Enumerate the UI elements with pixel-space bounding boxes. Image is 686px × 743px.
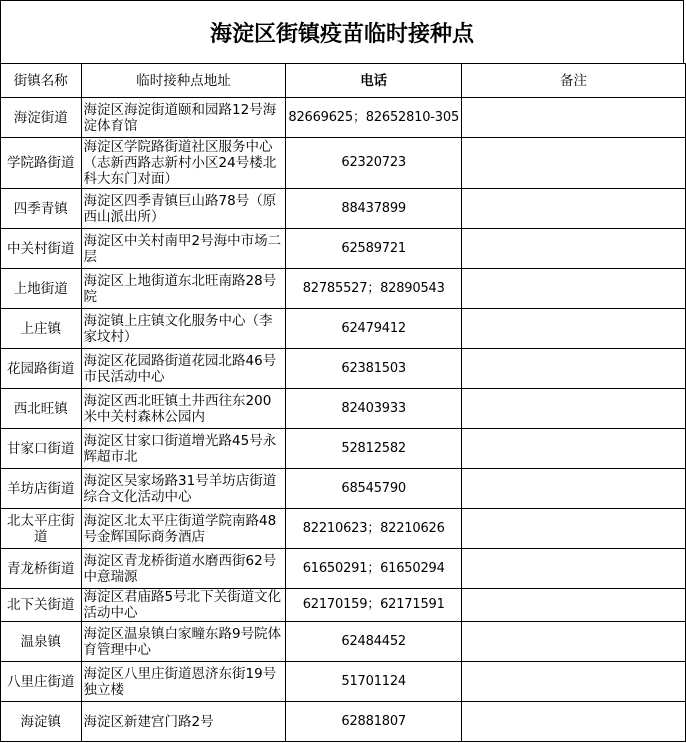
table-row: [1, 662, 686, 702]
cell-phone[interactable]: 82669625；82652810-305: [286, 98, 462, 138]
table-row: [1, 389, 686, 429]
cell-note[interactable]: [462, 429, 686, 469]
vaccination-sites-table: [0, 63, 686, 742]
table-row: [1, 622, 686, 662]
cell-name[interactable]: 温泉镇: [1, 622, 82, 662]
cell-phone[interactable]: 88437899: [286, 189, 462, 229]
cell-address[interactable]: 海淀区甘家口街道增光路45号永辉超市北: [81, 429, 286, 469]
cell-address[interactable]: 海淀区新建宫门路2号: [81, 702, 286, 742]
table-row: [1, 469, 686, 509]
cell-phone[interactable]: 62484452: [286, 622, 462, 662]
cell-phone[interactable]: 82210623；82210626: [286, 509, 462, 549]
header-name: 街镇名称: [1, 64, 82, 98]
cell-address[interactable]: 海淀区中关村南甲2号海中市场二层: [81, 229, 286, 269]
header-row: [1, 64, 686, 98]
table-row: [1, 189, 686, 229]
table-row: [1, 349, 686, 389]
cell-name[interactable]: 甘家口街道: [1, 429, 82, 469]
table-row: [1, 229, 686, 269]
cell-address[interactable]: 海淀区学院路街道社区服务中心（志新西路志新村小区24号楼北科大东门对面）: [81, 138, 286, 189]
cell-address[interactable]: 海淀区上地街道东北旺南路28号院: [81, 269, 286, 309]
cell-address[interactable]: 海淀区青龙桥街道水磨西街62号中意瑞源: [81, 549, 286, 589]
cell-note[interactable]: [462, 189, 686, 229]
cell-note[interactable]: [462, 622, 686, 662]
cell-address[interactable]: 海淀区海淀街道颐和园路12号海淀体育馆: [81, 98, 286, 138]
cell-phone[interactable]: 62479412: [286, 309, 462, 349]
cell-note[interactable]: [462, 389, 686, 429]
cell-address[interactable]: 海淀区八里庄街道恩济东街19号独立楼: [81, 662, 286, 702]
cell-phone[interactable]: 62881807: [286, 702, 462, 742]
cell-phone[interactable]: 62170159；62171591: [286, 589, 462, 622]
cell-name[interactable]: 学院路街道: [1, 138, 82, 189]
cell-phone[interactable]: 82785527；82890543: [286, 269, 462, 309]
header-address: 临时接种点地址: [81, 64, 286, 98]
cell-phone[interactable]: 61650291；61650294: [286, 549, 462, 589]
cell-name[interactable]: 花园路街道: [1, 349, 82, 389]
cell-name[interactable]: 青龙桥街道: [1, 549, 82, 589]
cell-phone[interactable]: 82403933: [286, 389, 462, 429]
cell-address[interactable]: 海淀区西北旺镇土井西往东200米中关村森林公园内: [81, 389, 286, 429]
table-row: [1, 429, 686, 469]
cell-phone[interactable]: 51701124: [286, 662, 462, 702]
cell-note[interactable]: [462, 469, 686, 509]
cell-phone[interactable]: 52812582: [286, 429, 462, 469]
cell-address[interactable]: 海淀区北太平庄街道学院南路48号金辉国际商务酒店: [81, 509, 286, 549]
header-note: 备注: [462, 64, 686, 98]
cell-address[interactable]: 海淀区温泉镇白家疃东路9号院体育管理中心: [81, 622, 286, 662]
cell-name[interactable]: 四季青镇: [1, 189, 82, 229]
cell-phone[interactable]: 62381503: [286, 349, 462, 389]
cell-note[interactable]: [462, 509, 686, 549]
cell-name[interactable]: 八里庄街道: [1, 662, 82, 702]
cell-address[interactable]: 海淀区君庙路5号北下关街道文化活动中心: [81, 589, 286, 622]
cell-note[interactable]: [462, 98, 686, 138]
header-phone: 电话: [286, 64, 462, 98]
table-row: [1, 309, 686, 349]
table-row: [1, 269, 686, 309]
cell-address[interactable]: 海淀区吴家场路31号羊坊店街道综合文化活动中心: [81, 469, 286, 509]
cell-phone[interactable]: 62320723: [286, 138, 462, 189]
cell-note[interactable]: [462, 549, 686, 589]
table-row: [1, 509, 686, 549]
table-row: [1, 98, 686, 138]
cell-phone[interactable]: 68545790: [286, 469, 462, 509]
cell-name[interactable]: 中关村街道: [1, 229, 82, 269]
table-row: [1, 702, 686, 742]
cell-name[interactable]: 羊坊店街道: [1, 469, 82, 509]
cell-address[interactable]: 海淀区四季青镇巨山路78号（原西山派出所）: [81, 189, 286, 229]
cell-note[interactable]: [462, 662, 686, 702]
table-row: [1, 589, 686, 622]
sheet-title: 海淀区街镇疫苗临时接种点: [0, 0, 684, 63]
cell-name[interactable]: 海淀镇: [1, 702, 82, 742]
cell-name[interactable]: 海淀街道: [1, 98, 82, 138]
cell-note[interactable]: [462, 309, 686, 349]
cell-phone[interactable]: 62589721: [286, 229, 462, 269]
cell-note[interactable]: [462, 589, 686, 622]
cell-name[interactable]: 上庄镇: [1, 309, 82, 349]
cell-address[interactable]: 海淀镇上庄镇文化服务中心（李家坟村）: [81, 309, 286, 349]
table-row: [1, 138, 686, 189]
cell-note[interactable]: [462, 269, 686, 309]
table-row: [1, 549, 686, 589]
cell-note[interactable]: [462, 349, 686, 389]
cell-address[interactable]: 海淀区花园路街道花园北路46号市民活动中心: [81, 349, 286, 389]
cell-note[interactable]: [462, 229, 686, 269]
cell-name[interactable]: 北太平庄街道: [1, 509, 82, 549]
cell-name[interactable]: 北下关街道: [1, 589, 82, 622]
cell-note[interactable]: [462, 702, 686, 742]
cell-name[interactable]: 上地街道: [1, 269, 82, 309]
cell-name[interactable]: 西北旺镇: [1, 389, 82, 429]
cell-note[interactable]: [462, 138, 686, 189]
